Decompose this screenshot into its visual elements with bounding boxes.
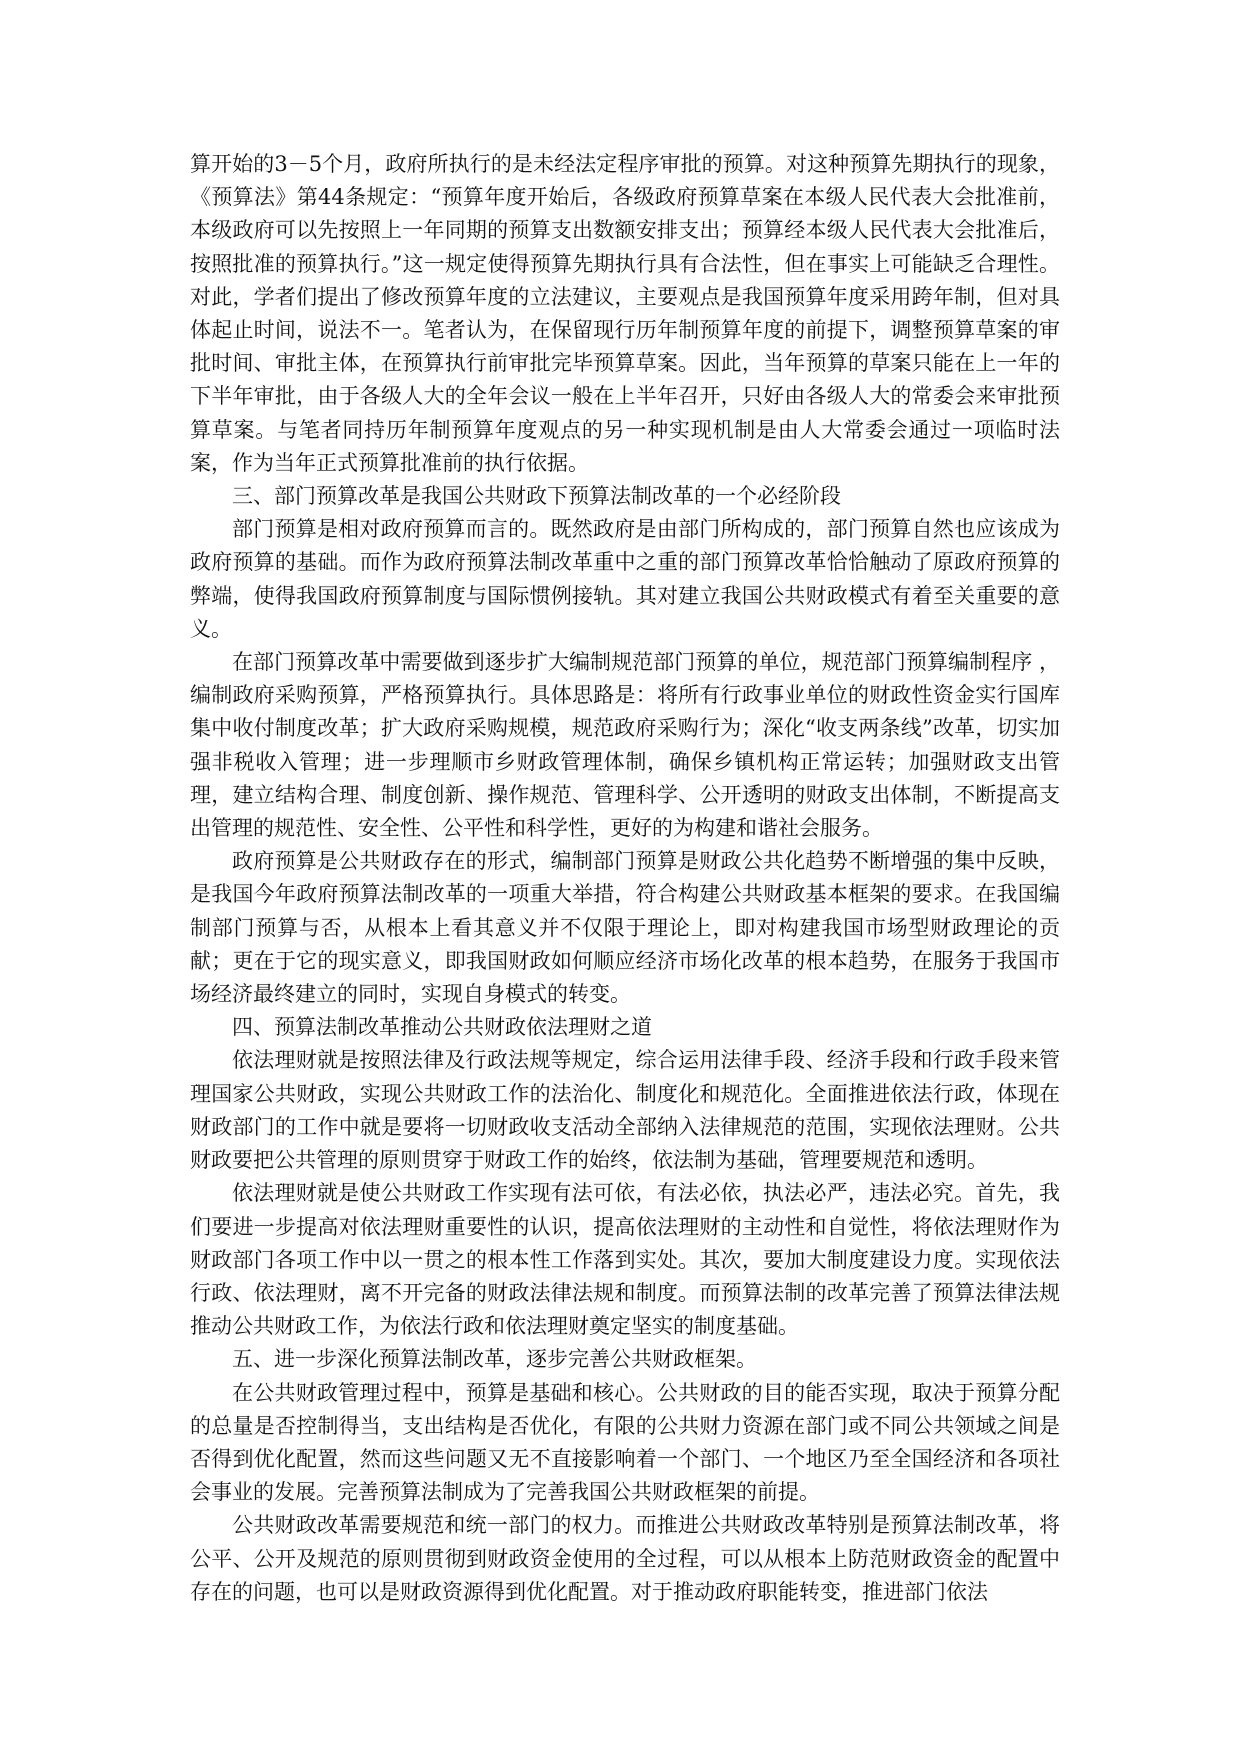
paragraph-4: 政府预算是公共财政存在的形式，编制部门预算是财政公共化趋势不断增强的集中反映，是我国今年政府预算法制改革的一项重大举措，符合构建公共财政基本框架的要求。在我国编制部门预算与否，从根本上看其意义并不仅限于理论上，即对构建我国市场型财政理论的贡献；更在于它的现实意义，即我国财政如何顺应经济市场化改革的根本趋势，在服务于我国市场经济最终建立的同时，实现自身模式的转变。	[190, 849, 1060, 1007]
section-heading-4: 四、预算法制改革推动公共财政依法理财之道	[232, 1015, 652, 1040]
paragraph-3: 在部门预算改革中需要做到逐步扩大编制规范部门预算的单位，规范部门预算编制程序 ，编制政府采购预算，严格预算执行。具体思路是：将所有行政事业单位的财政性资金实行国库集中收付制度改革；扩大政府采购规模，规范政府采购行为；深化“收支两条线”改革，切实加强非税收入管理；进一步理顺市乡财政管理体制，确保乡镇机构正常运转；加强财政支出管理，建立结构合理、制度创新、操作规范、管理科学、公开透明的财政支出体制，不断提高支出管理的规范性、安全性、公平性和科学性，更好的为构建和谐社会服务。	[190, 650, 1060, 841]
paragraph-7: 在公共财政管理过程中，预算是基础和核心。公共财政的目的能否实现，取决于预算分配的总量是否控制得当，支出结构是否优化，有限的公共财力资源在部门或不同公共领域之间是否得到优化配置，然而这些问题又无不直接影响着一个部门、一个地区乃至全国经济和各项社会事业的发展。完善预算法制成为了完善我国公共财政框架的前提。	[190, 1380, 1060, 1505]
paragraph-6: 依法理财就是使公共财政工作实现有法可依，有法必依，执法必严，违法必究。首先，我们要进一步提高对依法理财重要性的认识，提高依法理财的主动性和自觉性，将依法理财作为财政部门各项工作中以一贯之的根本性工作落到实处。其次，要加大制度建设力度。实现依法行政、依法理财，离不开完备的财政法律法规和制度。而预算法制的改革完善了预算法律法规推动公共财政工作，为依法行政和依法理财奠定坚实的制度基础。	[190, 1181, 1060, 1339]
section-heading-5: 五、进一步深化预算法制改革，逐步完善公共财政框架。	[232, 1347, 757, 1372]
document-page	[190, 148, 1060, 1609]
paragraph-1: 算开始的3－5个月，政府所执行的是未经法定程序审批的预算。对这种预算先期执行的现象，《预算法》第44条规定：“预算年度开始后，各级政府预算草案在本级人民代表大会批准前，本级政府可以先按照上一年同期的预算支出数额安排支出；预算经本级人民代表大会批准后，按照批准的预算执行。”这一规定使得预算先期执行具有合法性，但在事实上可能缺乏合理性。对此，学者们提出了修改预算年度的立法建议，主要观点是我国预算年度采用跨年制，但对具体起止时间，说法不一。笔者认为，在保留现行历年制预算年度的前提下，调整预算草案的审批时间、审批主体，在预算执行前审批完毕预算草案。因此，当年预算的草案只能在上一年的下半年审批，由于各级人大的全年会议一般在上半年召开，只好由各级人大的常委会来审批预算草案。与笔者同持历年制预算年度观点的另一种实现机制是由人大常委会通过一项临时法案，作为当年正式预算批准前的执行依据。	[190, 152, 1060, 475]
paragraph-2: 部门预算是相对政府预算而言的。既然政府是由部门所构成的，部门预算自然也应该成为政府预算的基础。而作为政府预算法制改革重中之重的部门预算改革恰恰触动了原政府预算的弊端，使得我国政府预算制度与国际惯例接轨。其对建立我国公共财政模式有着至关重要的意义。	[190, 517, 1060, 641]
paragraph-8: 公共财政改革需要规范和统一部门的权力。而推进公共财政改革特别是预算法制改革，将公平、公开及规范的原则贯彻到财政资金使用的全过程，可以从根本上防范财政资金的配置中存在的问题，也可以是财政资源得到优化配置。对于推动政府职能转变，推进部门依法	[190, 1513, 1060, 1604]
paragraph-5: 依法理财就是按照法律及行政法规等规定，综合运用法律手段、经济手段和行政手段来管理国家公共财政，实现公共财政工作的法治化、制度化和规范化。全面推进依法行政，体现在财政部门的工作中就是要将一切财政收支活动全部纳入法律规范的范围，实现依法理财。公共财政要把公共管理的原则贯穿于财政工作的始终，依法制为基础，管理要规范和透明。	[190, 1048, 1060, 1173]
section-heading-3: 三、部门预算改革是我国公共财政下预算法制改革的一个必经阶段	[232, 484, 841, 509]
